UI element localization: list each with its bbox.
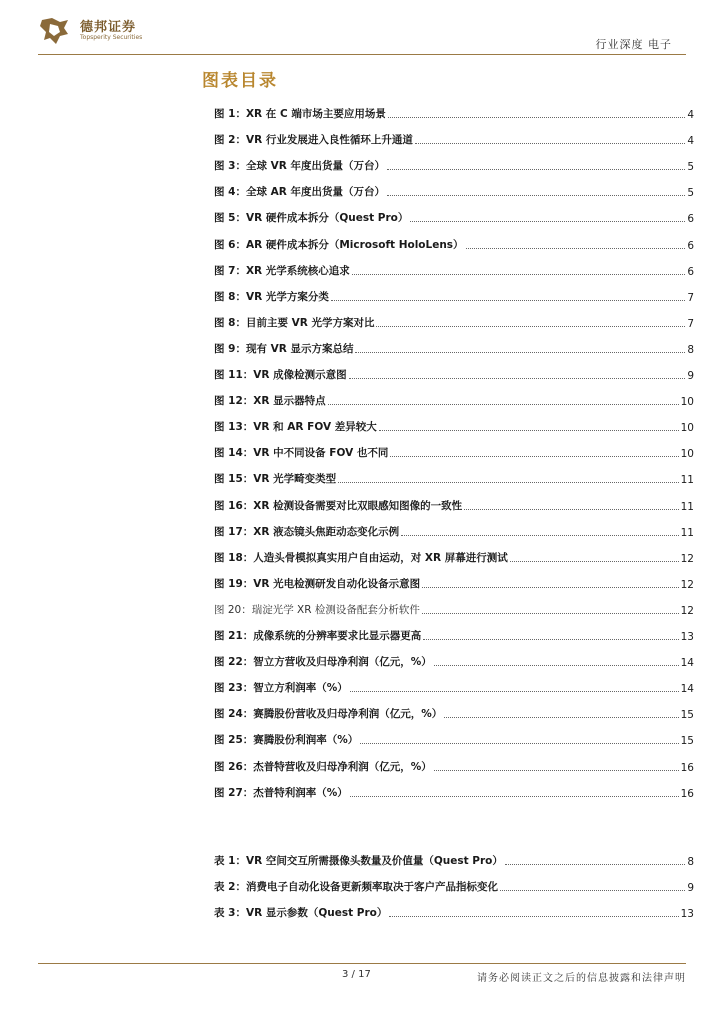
dot-leader [331, 299, 685, 301]
figure-entry[interactable] [214, 731, 694, 747]
figure-entry-label: 图 23：智立方利润率（%） [214, 682, 348, 695]
figure-entry-label: 图 4：全球 AR 年度出货量（万台） [214, 186, 385, 199]
figure-entry-label: 图 24：赛腾股份营收及归母净利润（亿元，%） [214, 708, 443, 721]
figure-entry[interactable] [214, 523, 694, 539]
figure-entry[interactable] [214, 653, 694, 669]
dot-leader [328, 403, 679, 405]
dot-leader [415, 142, 685, 144]
dot-leader [500, 889, 685, 891]
figure-entry-page: 7 [687, 291, 694, 304]
footer-divider [38, 963, 686, 964]
figure-entry[interactable] [214, 392, 694, 408]
table-entry-page: 8 [687, 856, 694, 868]
figure-entry-label: 图 26：杰普特营收及归母净利润（亿元，%） [214, 760, 432, 773]
figure-entry[interactable] [214, 549, 694, 565]
disclaimer-note: 请务必阅读正文之后的信息披露和法律声明 [477, 973, 686, 984]
dot-leader [338, 481, 678, 483]
figure-entry-label: 图 18：人造头骨模拟真实用户自由运动，对 XR 屏幕进行测试 [214, 551, 508, 564]
table-entry-page: 13 [680, 908, 694, 921]
figure-entry-page: 12 [680, 552, 694, 565]
dot-leader [466, 247, 686, 249]
figure-entry-page: 11 [680, 500, 694, 513]
dot-leader [387, 194, 685, 196]
header-divider [38, 54, 686, 55]
figure-entry[interactable] [214, 679, 694, 695]
figure-entry-page: 13 [680, 631, 694, 643]
figure-entry[interactable] [214, 470, 694, 486]
figure-entry-page: 11 [680, 474, 694, 487]
figure-entry-label: 图 13：VR 和 AR FOV 差异较大 [214, 421, 377, 434]
figure-entry[interactable] [214, 209, 694, 225]
figure-entry-label: 图 5：VR 硬件成本拆分（Quest Pro） [214, 212, 409, 225]
figure-entry[interactable] [214, 366, 694, 382]
figure-entry-page: 6 [687, 265, 694, 278]
dot-leader [422, 586, 678, 588]
dot-leader [388, 116, 685, 118]
page-number: 3 / 17 [342, 969, 371, 980]
page-header [0, 0, 724, 60]
figure-entry-page: 5 [687, 187, 694, 200]
dot-leader [390, 455, 678, 457]
figure-entry-page: 9 [687, 370, 694, 382]
table-entry-label: 表 2：消费电子自动化设备更新频率取决于客户产品指标变化 [214, 881, 498, 894]
figure-entry-label: 图 15：VR 光学畸变类型 [214, 473, 337, 486]
figure-entry-page: 6 [687, 239, 694, 252]
logo-name: 德邦证券 [80, 20, 137, 35]
dot-leader [434, 769, 679, 771]
figure-entry-page: 15 [680, 709, 694, 722]
figure-entry-page: 8 [687, 343, 694, 356]
figure-entry-page: 16 [680, 787, 694, 800]
figure-entry-label: 图 17：XR 液态镜头焦距动态变化示例 [214, 525, 400, 538]
dot-leader [464, 508, 679, 510]
dot-leader [434, 664, 679, 666]
figure-entry[interactable] [214, 418, 694, 434]
figure-entry-page: 11 [680, 526, 694, 539]
figure-entry[interactable] [214, 183, 694, 199]
dot-leader [505, 863, 685, 865]
dot-leader [510, 560, 679, 562]
dot-leader [355, 351, 685, 353]
dot-leader [349, 377, 686, 379]
table-entry-label: 表 3：VR 显示参数（Quest Pro） [214, 907, 388, 920]
figure-entry-page: 12 [680, 604, 694, 617]
figure-entry-label: 图 8：VR 光学方案分类 [214, 290, 329, 303]
figure-entry-label: 图 9：现有 VR 显示方案总结 [214, 342, 354, 355]
table-entry-page: 9 [687, 882, 694, 895]
table-entry[interactable] [214, 904, 694, 920]
figure-entry[interactable] [214, 262, 694, 278]
figure-entry-label: 图 21：成像系统的分辨率要求比显示器更高 [214, 630, 422, 642]
table-entry[interactable] [214, 878, 694, 894]
figure-entry[interactable] [214, 784, 694, 800]
figure-entry-page: 10 [680, 422, 694, 435]
dot-leader [360, 742, 678, 744]
table-entry-label: 表 1：VR 空间交互所需摄像头数量及价值量（Quest Pro） [214, 855, 503, 867]
figure-entry-label: 图 19：VR 光电检测研发自动化设备示意图 [214, 577, 421, 590]
figure-entry[interactable] [214, 758, 694, 774]
figure-entry-label: 图 7：XR 光学系统核心追求 [214, 264, 350, 277]
dot-leader [350, 795, 679, 797]
figure-entry[interactable] [214, 444, 694, 460]
figure-entry-page: 12 [680, 578, 694, 591]
figure-entry[interactable] [214, 131, 694, 147]
figure-entry-label: 图 12：XR 显示器特点 [214, 395, 326, 408]
figure-entry-label: 图 25：赛腾股份利润率（%） [214, 734, 359, 747]
dot-leader [387, 168, 685, 170]
dot-leader [444, 716, 678, 718]
figure-entry[interactable] [214, 627, 694, 643]
figure-entry-page: 14 [680, 657, 694, 670]
figure-entry[interactable] [214, 575, 694, 591]
dot-leader [352, 273, 686, 275]
logo-mark-icon [38, 14, 72, 48]
figure-entry[interactable] [214, 288, 694, 304]
report-category: 行业深度 电子 [595, 38, 672, 51]
figure-entry[interactable] [214, 497, 694, 513]
company-logo [38, 14, 188, 48]
figure-entry-page: 4 [687, 135, 694, 148]
figure-entry[interactable] [214, 314, 694, 330]
figure-entry-page: 16 [680, 761, 694, 774]
section-title: 图表目录 [202, 71, 278, 91]
dot-leader [350, 690, 679, 692]
figure-entry[interactable] [214, 705, 694, 721]
figure-entry-label: 图 6：AR 硬件成本拆分（Microsoft HoloLens） [214, 238, 464, 251]
dot-leader [401, 534, 679, 536]
figure-entry-page: 14 [680, 683, 694, 696]
figure-entry[interactable] [214, 157, 694, 173]
figure-entry[interactable] [214, 236, 694, 252]
figure-entry-label: 图 2：VR 行业发展进入良性循环上升通道 [214, 134, 413, 147]
table-entry[interactable] [214, 852, 694, 868]
figure-entry[interactable] [214, 601, 694, 617]
figure-entry-label: 图 3：全球 VR 年度出货量（万台） [214, 160, 385, 173]
figure-entry-page: 7 [687, 317, 694, 330]
dot-leader [389, 915, 678, 917]
figure-entry[interactable] [214, 105, 694, 121]
figure-entry-label: 图 16：XR 检测设备需要对比双眼感知图像的一致性 [214, 499, 463, 512]
figure-entry-page: 15 [680, 735, 694, 748]
figure-entry-label: 图 14：VR 中不同设备 FOV 也不同 [214, 447, 389, 460]
figure-entry-label: 图 1：XR 在 C 端市场主要应用场景 [214, 108, 386, 120]
dot-leader [379, 429, 679, 431]
dot-leader [422, 612, 679, 614]
figure-entry-page: 5 [687, 161, 694, 174]
figure-entry-label: 图 22：智立方营收及归母净利润（亿元，%） [214, 656, 432, 669]
dot-leader [423, 638, 678, 640]
figure-entry[interactable] [214, 340, 694, 356]
figure-entry-page: 4 [687, 109, 694, 121]
figure-entry-page: 10 [680, 396, 694, 409]
figure-entry-page: 10 [680, 448, 694, 461]
figure-entry-label: 图 8：目前主要 VR 光学方案对比 [214, 316, 375, 329]
figure-entry-label: 图 11：VR 成像检测示意图 [214, 369, 347, 381]
dot-leader [376, 325, 685, 327]
figure-entry-label: 图 20：瑞淀光学 XR 检测设备配套分析软件 [214, 603, 420, 616]
figure-entry-label: 图 27：杰普特利润率（%） [214, 786, 348, 799]
figure-entry-page: 6 [687, 213, 694, 226]
dot-leader [410, 220, 685, 222]
logo-subtitle: Topsperity Securities [80, 34, 143, 41]
